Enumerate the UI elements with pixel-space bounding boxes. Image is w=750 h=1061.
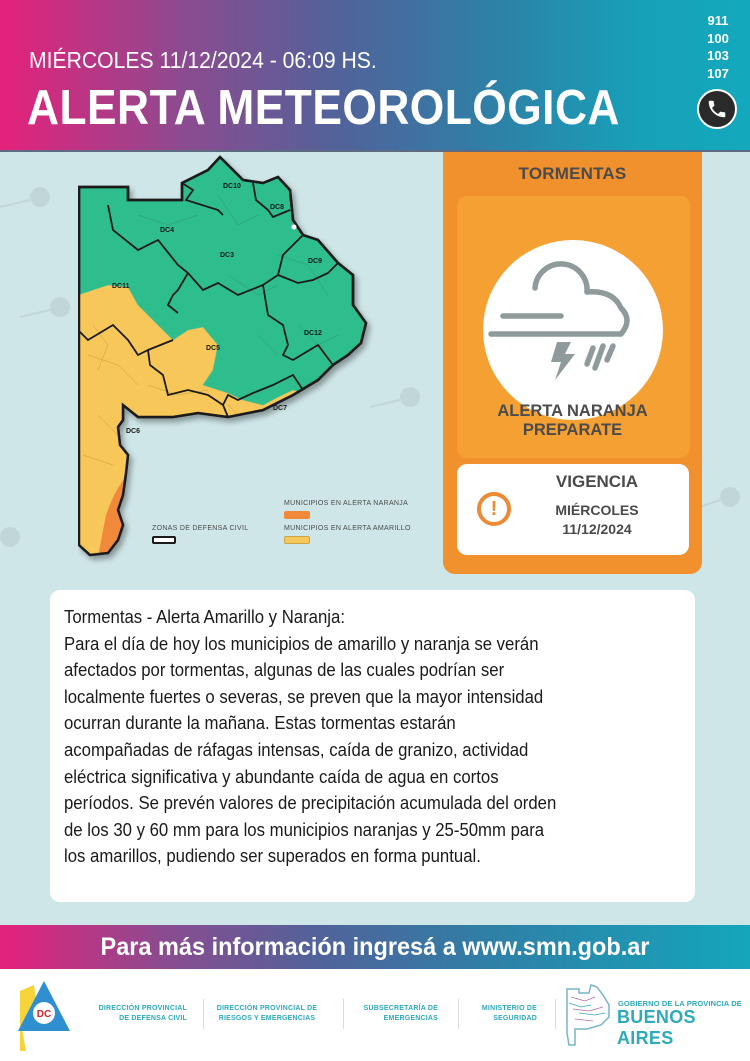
zone-label: DC9: [308, 258, 323, 265]
zone-label: DC8: [270, 204, 285, 211]
watermark-icon: [0, 182, 60, 222]
zone-label: DC3: [220, 252, 235, 259]
description-line: afectados por tormentas, algunas de las cuales podrían ser: [64, 660, 505, 681]
divider: [555, 999, 556, 1029]
org-emergencias: [350, 1004, 438, 1024]
zone-label: DC12: [304, 330, 322, 337]
org-line: DE DEFENSA CIVIL: [119, 1015, 187, 1022]
watermark-icon: [0, 522, 60, 562]
divider: [203, 999, 204, 1029]
exclamation-icon: !: [477, 492, 511, 526]
defensa-civil-logo: [14, 979, 74, 1051]
zone-label: DC5: [206, 345, 221, 352]
description-line: localmente fuertes o severas, se preven que la mayor intensidad: [64, 686, 544, 707]
zone-label: DC4: [160, 227, 175, 234]
divider: [343, 999, 344, 1029]
description-line: ocurran durante la mañana. Estas tormentas estarán: [64, 713, 456, 734]
org-seguridad: [465, 1004, 537, 1024]
legend-label: ZONAS DE DEFENSA CIVIL: [152, 525, 249, 532]
watermark-icon: [20, 292, 80, 332]
description-line: los amarillos, pudiendo ser superados en forma puntual.: [64, 846, 481, 867]
buenos-aires-map-logo: [565, 983, 613, 1047]
zone-label: DC11: [112, 283, 130, 290]
legend-orange: [284, 500, 408, 519]
legend-zones: [152, 525, 248, 544]
emergency-number[interactable]: 911: [707, 13, 729, 28]
legend-swatch-yellow: [284, 536, 310, 544]
description-line: eléctrica significativa y abundante caída de agua en cortos: [64, 766, 499, 787]
alert-level-line: ALERTA NARANJA: [497, 402, 648, 420]
description-title: Tormentas - Alerta Amarillo y Naranja:: [64, 607, 345, 627]
legend-yellow: [284, 525, 411, 544]
phenomenon-label: TORMENTAS: [518, 164, 627, 183]
alert-card: [443, 152, 702, 574]
footer: [0, 969, 750, 1061]
government-label: GOBIERNO DE LA PROVINCIA DE: [618, 999, 742, 1008]
page-title: ALERTA METEOROLÓGICA: [27, 81, 620, 135]
org-line: DIRECCIÓN PROVINCIAL: [98, 1005, 187, 1012]
description-body: [64, 631, 681, 870]
org-line: DIRECCIÓN PROVINCIAL DE: [216, 1005, 318, 1012]
emergency-number[interactable]: 107: [707, 65, 729, 81]
legend-swatch-zone: [152, 536, 176, 544]
watermark-icon: [700, 482, 750, 522]
emergency-number[interactable]: 100: [707, 30, 729, 46]
emergency-number[interactable]: 103: [707, 48, 729, 63]
emergency-numbers: [700, 12, 736, 82]
validity-day: MIÉRCOLES: [555, 502, 639, 518]
header: [0, 0, 750, 152]
description-line: acompañadas de ráfagas intensas, caída de granizo, actividad: [64, 739, 529, 760]
org-line: MINISTERIO DE: [481, 1005, 537, 1012]
thunderstorm-icon: [483, 240, 663, 420]
zone-label: DC10: [223, 183, 241, 190]
description-line: de los 30 y 60 mm para los municipios naranjas y 25-50mm para: [64, 819, 545, 840]
org-riesgos: [208, 1004, 326, 1024]
government-name: BUENOS AIRES: [617, 1007, 696, 1048]
org-line: RIESGOS Y EMERGENCIAS: [218, 1015, 316, 1022]
alert-date: MIÉRCOLES 11/12/2024 - 06:09 HS.: [29, 47, 377, 73]
phone-icon[interactable]: [697, 89, 737, 129]
org-line: SUBSECRETARÍA DE: [363, 1005, 438, 1012]
description-line: períodos. Se prevén valores de precipitación acumulada del orden: [64, 793, 557, 814]
legend-swatch-orange: [284, 511, 310, 519]
zone-label: DC6: [126, 428, 141, 435]
info-banner[interactable]: [0, 925, 750, 969]
org-line: EMERGENCIAS: [383, 1015, 438, 1022]
org-defensa-civil: [80, 1004, 187, 1024]
divider: [458, 999, 459, 1029]
validity-title: VIGENCIA: [555, 472, 639, 491]
info-link[interactable]: Para más información ingresá a www.smn.gob.ar: [100, 933, 650, 961]
validity-box: [457, 464, 689, 555]
org-line: SEGURIDAD: [493, 1015, 537, 1022]
legend-label: MUNICIPIOS EN ALERTA AMARILLO: [284, 525, 411, 532]
description-box: [50, 590, 695, 902]
zone-label: DC7: [273, 405, 288, 412]
description-line: Para el día de hoy los municipios de amarillo y naranja se verán: [64, 633, 539, 654]
legend-label: MUNICIPIOS EN ALERTA NARANJA: [284, 500, 409, 507]
dc-logo-text: DC: [36, 1009, 52, 1020]
validity-date: 11/12/2024: [562, 521, 632, 537]
alert-action-line: PREPARATE: [522, 421, 623, 439]
alert-level: [443, 402, 702, 440]
